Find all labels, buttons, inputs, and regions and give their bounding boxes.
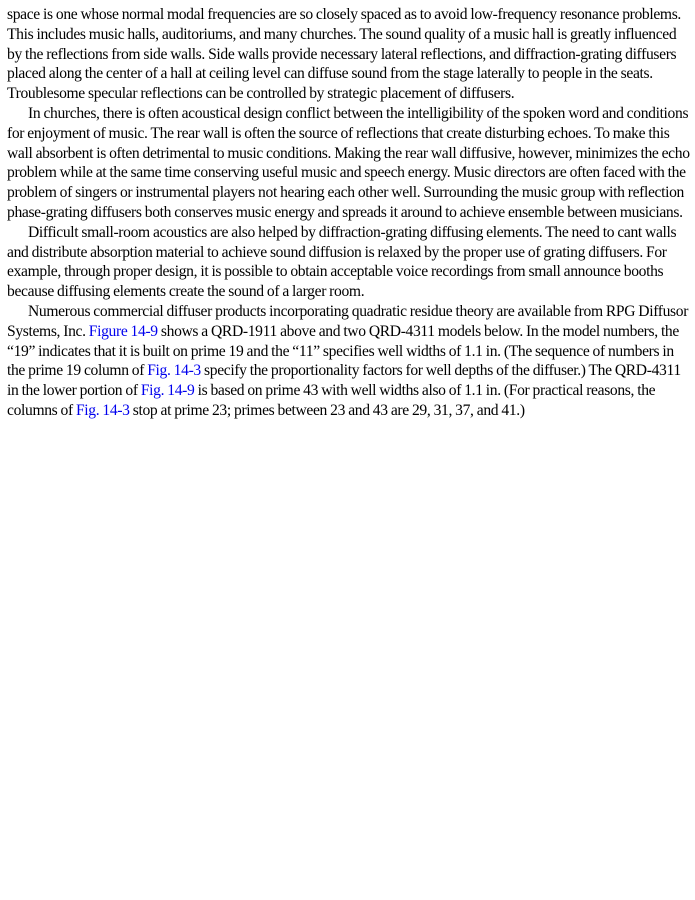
text-segment: Numerous commercial diffuser products incorporating quadratic residue theory are available from RPG Diffusor Systems, Inc. [7,302,689,340]
paragraph-commercial-diffusers [7,302,690,421]
figure-14-9-link-second[interactable]: Fig. 14-9 [140,382,195,400]
text-segment: is based on prime 43 with well widths also of 1.1 in. (For practical reasons, the columns of [7,382,656,419]
figure-14-3-link-second[interactable]: Fig. 14-3 [75,401,130,419]
text-segment: specify the proportionality factors for well depths of the diffuser.) The QRD-4311 in the lower portion of [7,362,681,400]
figure-14-3-link[interactable]: Fig. 14-3 [147,362,201,380]
text-segment: shows a QRD-1911 above and two QRD-4311 models below. In the model numbers, the “19” indicates that it is built on prime 19 and the “11” specifies well widths of 1.1 in. (The sequence of numbers in the prime 19 column of [7,322,679,380]
paragraph-churches: In churches, there is often acoustical design conflict between the intelligibility of the spoken word and conditions for enjoyment of music. The rear wall is often the source of reflections that create disturbing echoes. To make this wall absorbent is often detrimental to music conditions. Making the rear wall diffusive, however, minimizes the echo problem while at the same time conserving useful music and speech energy. Music directors are often faced with the problem of singers or instrumental players not hearing each other well. Surrounding the music group with reflection phase-grating diffusers both conserves music energy and spreads it around to achieve ensemble between musicians. [7,104,690,221]
paragraph-small-rooms: Difficult small-room acoustics are also helped by diffraction-grating diffusing elements. The need to cant walls and distribute absorption material to achieve sound diffusion is relaxed by the proper use of grating diffusers. For example, through proper design, it is possible to obtain acceptable voice recordings from small announce booths because diffusing elements create the sound of a larger room. [7,223,677,301]
paragraph-music-halls: space is one whose normal modal frequencies are so closely spaced as to avoid low-frequency resonance problems. This includes music halls, auditoriums, and many churches. The sound quality of a music hall is greatly influenced by the reflections from side walls. Side walls provide necessary lateral reflections, and diffraction-grating diffusers placed along the center of a hall at ceiling level can diffuse sound from the stage laterally to people in the seats. Troublesome specular reflections can be controlled by strategic placement of diffusers. [7,6,681,103]
figure-14-9-link[interactable]: Figure 14-9 [88,322,158,340]
text-segment: stop at prime 23; primes between 23 and 43 are 29, 31, 37, and 41.) [129,401,525,419]
